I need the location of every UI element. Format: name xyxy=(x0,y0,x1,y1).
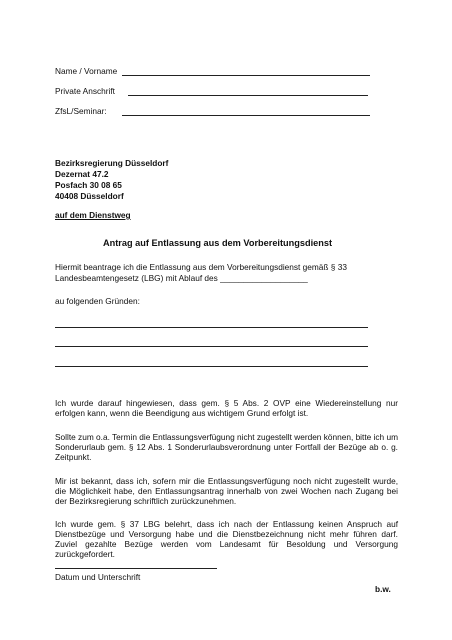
reason-line-3[interactable] xyxy=(55,366,368,367)
paragraph-pension: Ich wurde gem. § 37 LBG belehrt, dass ich nach der Entlassung keinen Anspruch auf Dienstbezüge und Versorgung habe und die Dienstbezeichnung nicht mehr führen darf. Zuviel gezahlte Bezüge werden vom Landesamt für Besoldung und Versorgung zurückgefordert. xyxy=(55,519,398,559)
recipient-line-3: Posfach 30 08 65 xyxy=(55,180,122,190)
recipient-line-1: Bezirksregierung Düsseldorf xyxy=(55,158,169,168)
signature-label: Datum und Unterschrift xyxy=(55,572,141,582)
zfsl-field[interactable] xyxy=(122,115,370,116)
routing-note: auf dem Dienstweg xyxy=(55,210,131,220)
recipient-line-4: 40408 Düsseldorf xyxy=(55,191,124,201)
turn-over-note: b.w. xyxy=(375,584,391,594)
name-label: Name / Vorname xyxy=(55,66,118,76)
paragraph-reemployment: Ich wurde darauf hingewiesen, dass gem. § 5 Abs. 2 OVP eine Wiedereinstellung nur erfolgen kann, wenn die Beendigung aus wichtigem Grund erfolgt ist. xyxy=(55,398,398,418)
request-line-1: Hiermit beantrage ich die Entlassung aus dem Vorbereitungsdienst gemäß § 33 xyxy=(55,262,347,272)
zfsl-label: ZfsL/Seminar: xyxy=(55,106,107,116)
name-field[interactable] xyxy=(122,75,370,76)
document-title: Antrag auf Entlassung aus dem Vorbereitungsdienst xyxy=(103,238,333,248)
reasons-label: au folgenden Gründen: xyxy=(55,296,140,306)
reason-line-2[interactable] xyxy=(55,346,368,347)
address-field[interactable] xyxy=(128,95,368,96)
signature-line[interactable] xyxy=(55,568,217,569)
recipient-line-2: Dezernat 47.2 xyxy=(55,169,109,179)
reason-line-1[interactable] xyxy=(55,327,368,328)
paragraph-withdrawal: Mir ist bekannt, dass ich, sofern mir die Entlassungsverfügung noch nicht zugestellt wurde, die Möglichkeit habe, den Entlassungsantrag innerhalb von zwei Wochen nach Zugang bei der Bezirksregierung schriftlich zurückzunehmen. xyxy=(55,476,398,506)
address-label: Private Anschrift xyxy=(55,86,115,96)
request-line-2: Landesbeamtengesetz (LBG) mit Ablauf des ___________________ xyxy=(55,273,308,283)
paragraph-special-leave: Sollte zum o.a. Termin die Entlassungsverfügung nicht zugestellt werden können, bitte ich um Sonderurlaub gem. § 12 Abs. 1 Sonderurlaubsverordnung unter Fortfall der Bezüge ab o. g. Zeitpunkt. xyxy=(55,432,398,462)
